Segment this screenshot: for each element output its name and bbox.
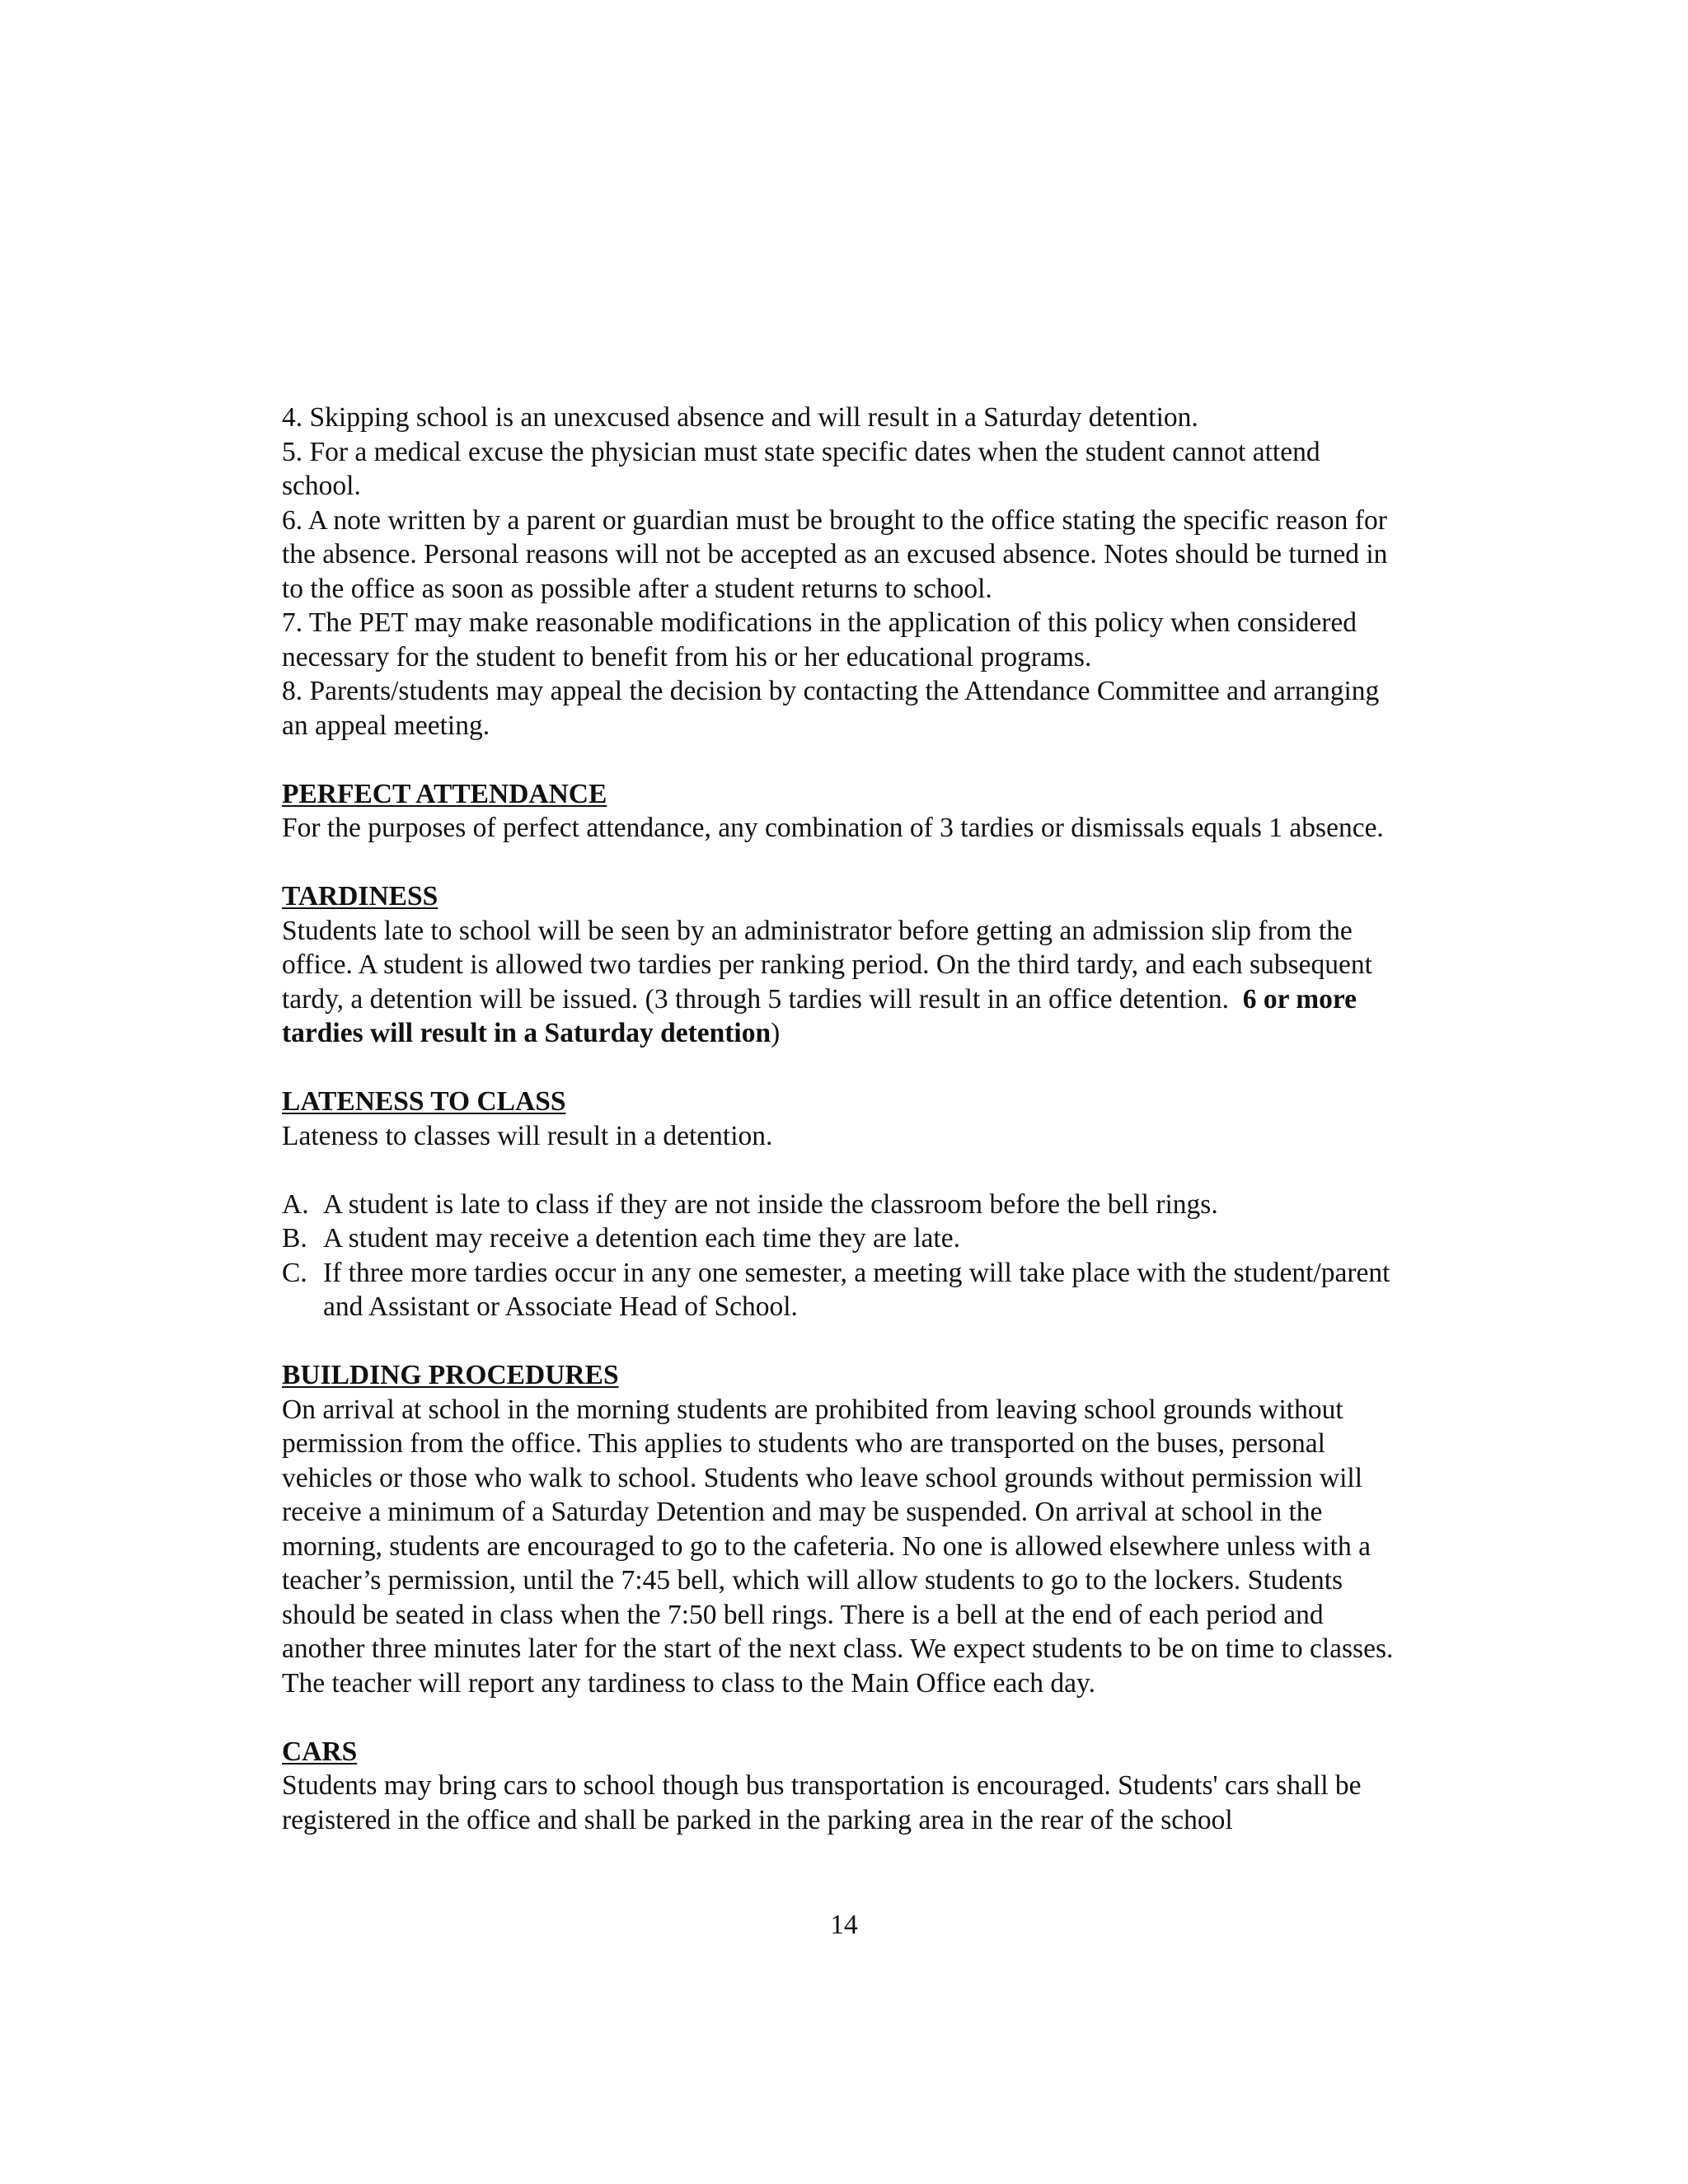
spacer <box>282 1324 1403 1359</box>
lateness-list <box>282 1188 1403 1324</box>
list-item-text: A student is late to class if they are not inside the classroom before the bell rings. <box>323 1188 1218 1220</box>
tardiness-section <box>282 879 1403 1051</box>
list-item-letter: A. <box>282 1188 309 1220</box>
perfect-attendance-body: For the purposes of perfect attendance, any combination of 3 tardies or dismissals equals 1 absence. <box>282 813 1384 843</box>
cars-section <box>282 1735 1403 1838</box>
rule-5: 5. For a medical excuse the physician must state specific dates when the student cannot attend school. <box>282 436 1320 501</box>
building-procedures-body: On arrival at school in the morning students are prohibited from leaving school grounds without permission from the office. This applies to students who are transported on the buses, personal vehicles or those who walk to school. Students who leave school grounds without permission will receive a minimum of a Saturday Detention and may be suspended. On arrival at school in the morning, students are encouraged to go to the cafeteria. No one is allowed elsewhere unless with a teacher’s permission, until the 7:45 bell, which will allow students to go to the lockers. Students should be seated in class when the 7:50 bell rings. There is a bell at the end of each period and another three minutes later for the start of the next class. We expect students to be on time to classes. The teacher will report any tardiness to class to the Main Office each day. <box>282 1394 1394 1699</box>
rule-7: 7. The PET may make reasonable modifications in the application of this policy when considered necessary for the student to benefit from his or her educational programs. <box>282 607 1357 673</box>
spacer <box>282 846 1403 880</box>
lateness-intro: Lateness to classes will result in a detention. <box>282 1120 773 1151</box>
tardiness-bold-text: 6 or more tardies will result in a Saturday detention <box>282 983 1357 1048</box>
building-procedures-section <box>282 1358 1403 1700</box>
list-item-text: If three more tardies occur in any one semester, a meeting will take place with the student/parent and Assistant or Associate Head of School. <box>323 1257 1390 1322</box>
building-procedures-heading: BUILDING PROCEDURES <box>282 1360 619 1390</box>
list-item <box>282 1221 1403 1256</box>
perfect-attendance-section <box>282 777 1403 846</box>
list-item-letter: B. <box>282 1223 307 1254</box>
perfect-attendance-heading: PERFECT ATTENDANCE <box>282 778 607 809</box>
list-item-letter: C. <box>282 1257 307 1288</box>
page-number: 14 <box>830 1910 858 1940</box>
tardiness-closing: ) <box>771 1018 781 1048</box>
rule-8: 8. Parents/students may appeal the decision by contacting the Attendance Committee and arranging an appeal meeting. <box>282 676 1380 741</box>
tardiness-heading: TARDINESS <box>282 881 438 912</box>
spacer <box>282 743 1403 777</box>
rule-6: 6. A note written by a parent or guardian must be brought to the office stating the specific reason for the absence. Personal reasons will not be accepted as an excused absence. Notes should be turned in to the office as soon as possible after a student returns to school. <box>282 504 1388 604</box>
list-item-text: A student may receive a detention each time they are late. <box>323 1223 960 1254</box>
cars-body: Students may bring cars to school though bus transportation is encouraged. Students' cars shall be registered in the office and shall be parked in the parking area in the rear of the school <box>282 1770 1362 1835</box>
tardiness-text: Students late to school will be seen by an administrator before getting an admission slip from the office. A student is allowed two tardies per ranking period. On the third tardy, and each subsequent tardy, a detention will be issued. (3 through 5 tardies will result in an office detention. <box>282 915 1372 1015</box>
list-item <box>282 1256 1403 1324</box>
rule-4: 4. Skipping school is an unexcused absence and will result in a Saturday detention. <box>282 402 1198 433</box>
lateness-heading: LATENESS TO CLASS <box>282 1086 566 1117</box>
document-page <box>282 401 1403 1837</box>
lateness-section <box>282 1085 1403 1324</box>
list-item <box>282 1188 1403 1222</box>
cars-heading: CARS <box>282 1736 358 1767</box>
spacer <box>282 1700 1403 1735</box>
tardiness-body <box>282 914 1403 1051</box>
spacer <box>282 1051 1403 1085</box>
attendance-rules <box>282 401 1403 743</box>
spacer <box>282 1153 1403 1188</box>
